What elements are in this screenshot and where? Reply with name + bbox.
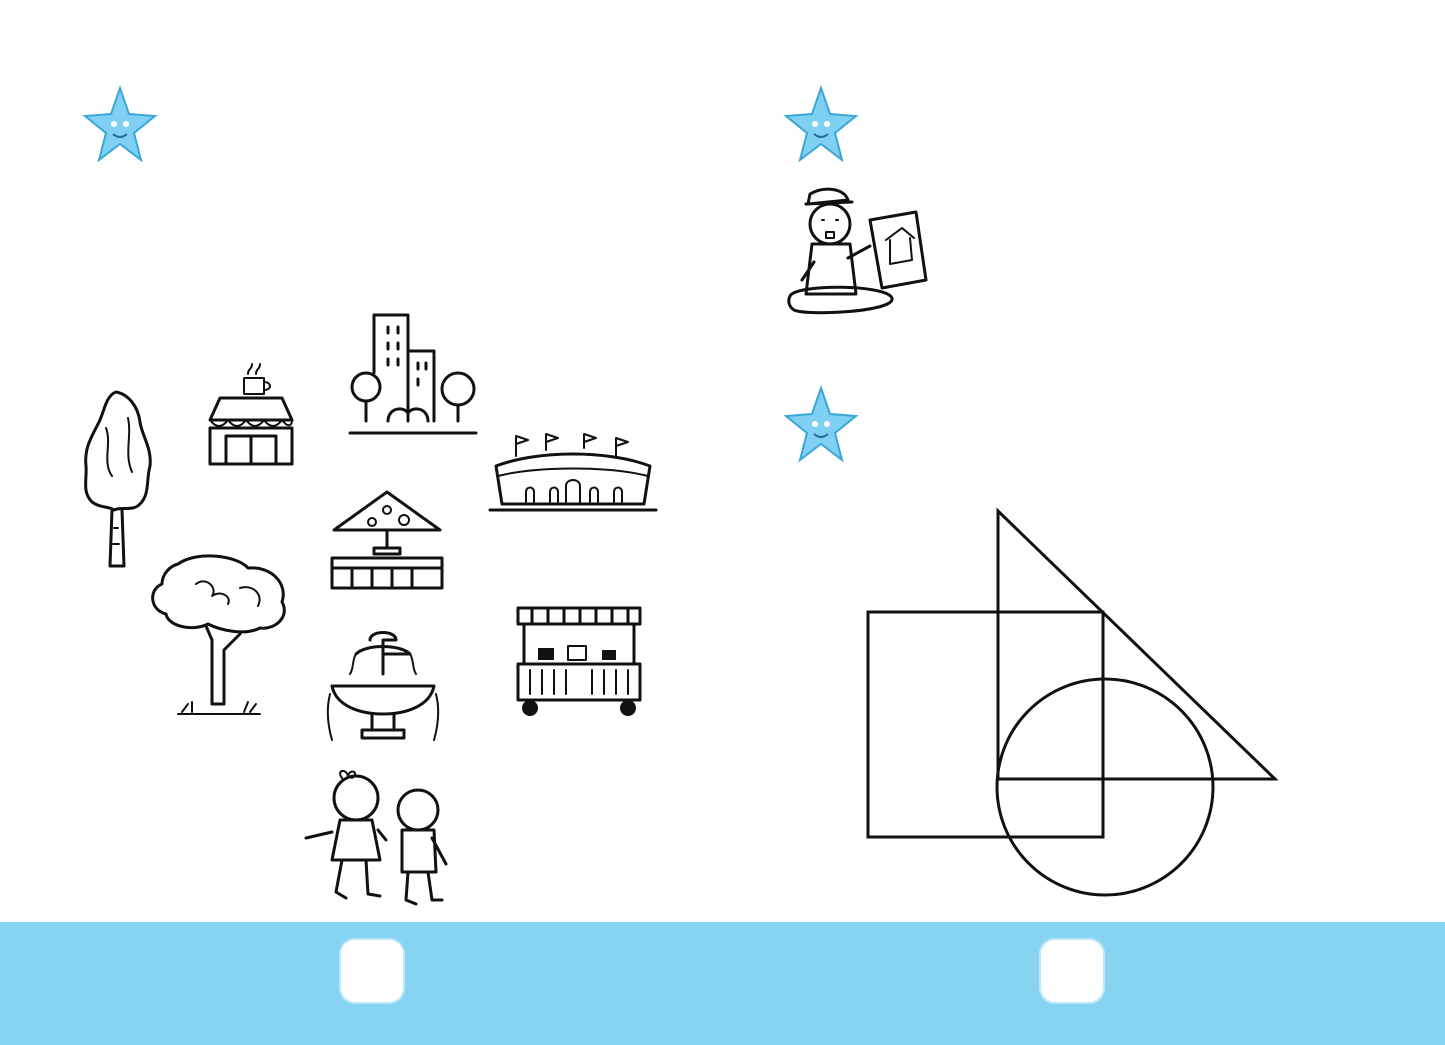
oak-tree-icon — [148, 554, 290, 720]
birch-tree-icon — [80, 388, 155, 570]
square-shape — [868, 612, 1103, 837]
circle-shape — [997, 679, 1213, 895]
footer-decoration — [0, 922, 1445, 1045]
triangle-shape — [998, 511, 1275, 779]
shapes-diagram — [862, 505, 1282, 895]
city-buildings-icon — [348, 313, 478, 437]
cafe-icon — [204, 364, 298, 466]
page-number-left — [341, 940, 403, 1002]
children-walking-icon — [302, 768, 448, 910]
playground-carousel-icon — [328, 488, 446, 594]
star-mascot-icon — [83, 86, 157, 166]
houses-and-trees-pattern — [0, 922, 1445, 1045]
beaver-with-plan-icon — [786, 184, 944, 338]
right-page — [722, 0, 1445, 1045]
star-mascot-icon — [784, 386, 858, 466]
star-mascot-icon — [784, 86, 858, 166]
left-page — [0, 0, 722, 1045]
stadium-icon — [488, 432, 658, 514]
fountain-icon — [326, 630, 440, 746]
ice-cream-cart-icon — [514, 604, 644, 718]
page-number-right — [1041, 940, 1103, 1002]
fence-grid-worksheet — [928, 160, 1358, 342]
